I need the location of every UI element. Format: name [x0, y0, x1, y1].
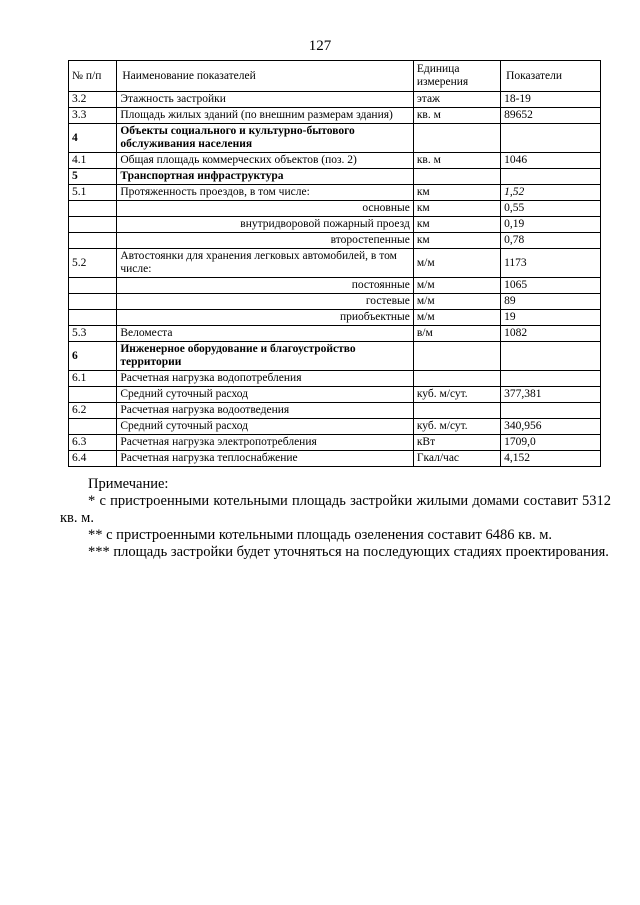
row-unit: кв. м: [413, 153, 500, 169]
header-name: Наименование показателей: [117, 61, 413, 92]
header-unit: Единица измерения: [413, 61, 500, 92]
row-name: Расчетная нагрузка водоотведения: [117, 403, 413, 419]
row-value: 89652: [501, 108, 601, 124]
row-value: [501, 342, 601, 371]
row-value: 1709,0: [501, 435, 601, 451]
row-number: [69, 278, 117, 294]
notes-section: [60, 476, 611, 561]
row-value: [501, 169, 601, 185]
row-number: [69, 310, 117, 326]
row-value: 0,78: [501, 233, 601, 249]
table-row-section: [69, 169, 601, 185]
row-unit: кВт: [413, 435, 500, 451]
row-number: [69, 217, 117, 233]
table-row: [69, 108, 601, 124]
table-row: [69, 326, 601, 342]
table-row: [69, 153, 601, 169]
row-number: 6.3: [69, 435, 117, 451]
note-2: ** с пристроенными котельными площадь озеленения составит 6486 кв. м.: [88, 527, 553, 543]
row-number: 4: [69, 124, 117, 153]
table-row: [69, 419, 601, 435]
row-unit: [413, 371, 500, 387]
row-value: 377,381: [501, 387, 601, 403]
row-value: 340,956: [501, 419, 601, 435]
row-name: гостевые: [117, 294, 413, 310]
row-name: внутридворовой пожарный проезд: [117, 217, 413, 233]
row-number: 5.1: [69, 185, 117, 201]
table-row-section: [69, 342, 601, 371]
row-unit: км: [413, 185, 500, 201]
row-number: 6.1: [69, 371, 117, 387]
row-number: 5.2: [69, 249, 117, 278]
row-unit: Гкал/час: [413, 451, 500, 467]
row-unit: м/м: [413, 294, 500, 310]
table-row: [69, 249, 601, 278]
row-unit: км: [413, 217, 500, 233]
row-number: [69, 233, 117, 249]
row-unit: в/м: [413, 326, 500, 342]
indicator-table: [68, 60, 601, 467]
row-value: 1046: [501, 153, 601, 169]
row-number: [69, 294, 117, 310]
row-unit: м/м: [413, 249, 500, 278]
row-number: [69, 419, 117, 435]
row-name: Инженерное оборудование и благоустройство территории: [117, 342, 413, 371]
row-name: постоянные: [117, 278, 413, 294]
row-name: Протяженность проездов, в том числе:: [117, 185, 413, 201]
row-value: 1082: [501, 326, 601, 342]
table-row-section: [69, 124, 601, 153]
header-number: № п/п: [69, 61, 117, 92]
row-unit: [413, 124, 500, 153]
row-unit: куб. м/сут.: [413, 387, 500, 403]
row-unit: кв. м: [413, 108, 500, 124]
row-unit: м/м: [413, 310, 500, 326]
row-unit: [413, 342, 500, 371]
row-number: 5: [69, 169, 117, 185]
row-value: 0,19: [501, 217, 601, 233]
row-name: второстепенные: [117, 233, 413, 249]
row-name: Веломеста: [117, 326, 413, 342]
table-row: [69, 217, 601, 233]
row-number: 6.4: [69, 451, 117, 467]
row-name: основные: [117, 201, 413, 217]
row-value: [501, 371, 601, 387]
row-name: Расчетная нагрузка электропотребления: [117, 435, 413, 451]
row-value: 1065: [501, 278, 601, 294]
table-row: [69, 451, 601, 467]
row-name: Расчетная нагрузка водопотребления: [117, 371, 413, 387]
row-value: [501, 403, 601, 419]
row-number: [69, 201, 117, 217]
row-value: 89: [501, 294, 601, 310]
table-row: [69, 233, 601, 249]
table-row: [69, 435, 601, 451]
row-name: приобъектные: [117, 310, 413, 326]
row-number: 6: [69, 342, 117, 371]
row-value: 1,52: [501, 185, 601, 201]
table-row: [69, 371, 601, 387]
row-unit: км: [413, 233, 500, 249]
table-header-row: [69, 61, 601, 92]
row-name: Средний суточный расход: [117, 387, 413, 403]
row-name: Объекты социального и культурно-бытового обслуживания населения: [117, 124, 413, 153]
row-unit: [413, 169, 500, 185]
row-name: Этажность застройки: [117, 92, 413, 108]
table-row: [69, 92, 601, 108]
table-row: [69, 310, 601, 326]
row-number: 3.2: [69, 92, 117, 108]
row-unit: [413, 403, 500, 419]
page-number: 127: [308, 38, 332, 54]
table-row: [69, 387, 601, 403]
table-row: [69, 201, 601, 217]
row-number: [69, 387, 117, 403]
table-row: [69, 403, 601, 419]
row-unit: км: [413, 201, 500, 217]
row-value: 1173: [501, 249, 601, 278]
row-value: 0,55: [501, 201, 601, 217]
row-name: Средний суточный расход: [117, 419, 413, 435]
row-value: 18-19: [501, 92, 601, 108]
row-name: Общая площадь коммерческих объектов (поз. 2): [117, 153, 413, 169]
row-unit: куб. м/сут.: [413, 419, 500, 435]
table-row: [69, 294, 601, 310]
header-value: Показатели: [501, 61, 601, 92]
row-value: 19: [501, 310, 601, 326]
row-number: 6.2: [69, 403, 117, 419]
row-number: 3.3: [69, 108, 117, 124]
row-name: Транспортная инфраструктура: [117, 169, 413, 185]
note-3: *** площадь застройки будет уточняться на последующих стадиях проектирования.: [88, 544, 609, 560]
notes-title: Примечание:: [88, 476, 169, 492]
table-row: [69, 185, 601, 201]
row-number: 4.1: [69, 153, 117, 169]
note-1: * с пристроенными котельными площадь застройки жилыми домами составит 5312 кв. м.: [60, 493, 611, 526]
row-name: Площадь жилых зданий (по внешним размерам здания): [117, 108, 413, 124]
row-unit: м/м: [413, 278, 500, 294]
row-name: Автостоянки для хранения легковых автомобилей, в том числе:: [117, 249, 413, 278]
row-name: Расчетная нагрузка теплоснабжение: [117, 451, 413, 467]
row-value: 4,152: [501, 451, 601, 467]
row-value: [501, 124, 601, 153]
row-number: 5.3: [69, 326, 117, 342]
table-row: [69, 278, 601, 294]
row-unit: этаж: [413, 92, 500, 108]
